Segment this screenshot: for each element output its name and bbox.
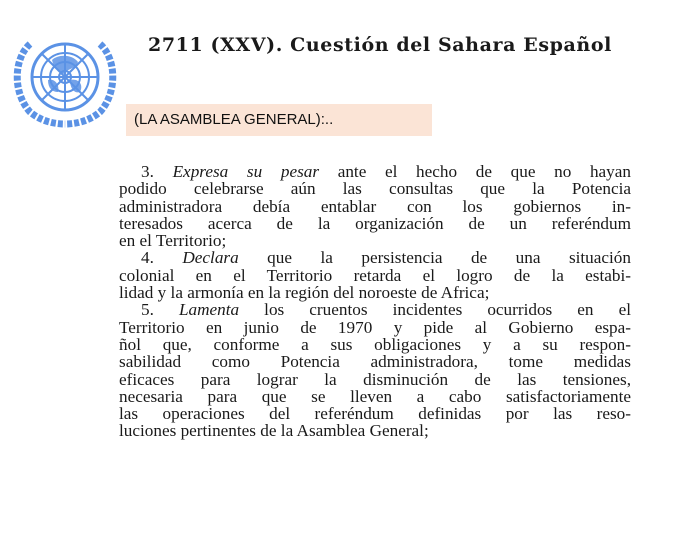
un-emblem-icon	[8, 30, 122, 128]
operative-verb: Declara	[182, 248, 239, 268]
paragraph-line: Territorio en junio de 1970 y pide al Gobierno espa-	[119, 317, 631, 337]
paragraph-line: colonial en el Territorio retarda el logro de la estabi-	[119, 265, 631, 285]
paragraph-3	[119, 163, 631, 249]
operative-verb: Expresa su pesar	[172, 162, 320, 181]
resolution-body	[119, 163, 631, 440]
paragraph-4	[119, 249, 631, 301]
paragraph-5	[119, 301, 631, 439]
paragraph-line: lidad y la armonía en la región del noroeste de Africa;	[119, 283, 490, 303]
resolution-title: 2711 (XXV). Cuestión del Sahara Español	[148, 34, 612, 56]
paragraph-line: ñol que, conforme a sus obligaciones y a su respon-	[119, 334, 631, 354]
paragraph-line: en el Territorio;	[119, 231, 227, 251]
operative-verb: Lamenta	[178, 300, 240, 320]
paragraph-number: 5.	[141, 300, 154, 320]
paragraph-line: las operaciones del referéndum definidas por las reso-	[119, 404, 631, 424]
paragraph-line: 5. Lamenta los cruentos incidentes ocurridos en el	[141, 300, 631, 320]
paragraph-line: sabilidad como Potencia administradora, tome medidas	[119, 352, 631, 372]
assembly-label	[126, 104, 432, 136]
paragraph-line: 3. Expresa su pesar ante el hecho de que no hayan	[141, 162, 631, 181]
paragraph-line: eficaces para lograr la disminución de las tensiones,	[119, 369, 631, 389]
paragraph-line: teresados acerca de la organización de un referéndum	[119, 213, 631, 233]
paragraph-line: 4. Declara que la persistencia de una situación	[141, 248, 631, 268]
assembly-label-text: (LA ASAMBLEA GENERAL):..	[134, 111, 334, 128]
paragraph-line: luciones pertinentes de la Asamblea General;	[119, 421, 429, 441]
paragraph-line: necesaria para que se lleven a cabo satisfactoriamente	[119, 386, 631, 406]
paragraph-line: podido celebrarse aún las consultas que la Potencia	[119, 179, 631, 199]
paragraph-line: administradora debía entablar con los gobiernos in-	[119, 196, 631, 216]
paragraph-number: 4.	[141, 248, 154, 268]
paragraph-number: 3.	[141, 162, 154, 181]
